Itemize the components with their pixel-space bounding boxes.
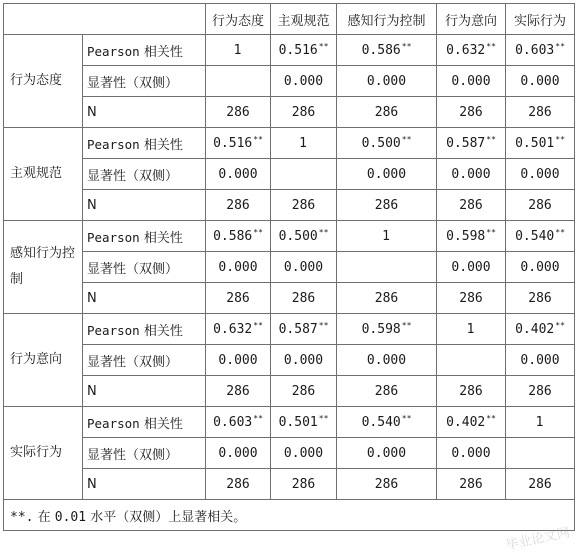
stat-label-text: 相关性: [139, 137, 183, 153]
pearson-value: 0.501: [278, 415, 318, 430]
stat-label-significance: 显著性（双侧）: [83, 252, 206, 283]
significance-value: 0.000: [437, 159, 506, 190]
pearson-value-cell: [337, 221, 437, 252]
stat-label-significance: 显著性（双侧）: [83, 438, 206, 469]
significance-value: [271, 159, 337, 190]
stat-label-n: N: [83, 376, 206, 407]
footnote-text: 水平（双侧）上显著相关。: [86, 509, 247, 525]
significance-marker: **: [401, 414, 412, 423]
table-row: [4, 190, 575, 221]
n-value: 286: [206, 469, 271, 500]
footnote: [4, 500, 575, 531]
significance-value: 0.000: [206, 438, 271, 469]
significance-marker: **: [318, 228, 329, 237]
significance-value: 0.000: [271, 252, 337, 283]
stat-label-significance: 显著性（双侧）: [83, 345, 206, 376]
pearson-value-cell: [271, 221, 337, 252]
n-value: 286: [206, 190, 271, 221]
n-value: 286: [271, 469, 337, 500]
stat-label-text: 相关性: [139, 230, 183, 246]
significance-value: 0.000: [337, 159, 437, 190]
n-value: 286: [271, 97, 337, 128]
n-value: 286: [206, 283, 271, 314]
significance-marker: **: [486, 135, 496, 144]
pearson-value: 0.632: [446, 43, 486, 58]
pearson-value: 1: [382, 229, 390, 244]
n-value: 286: [337, 376, 437, 407]
pearson-value-cell: [437, 221, 506, 252]
pearson-value: 0.586: [213, 229, 253, 244]
significance-marker: **: [486, 42, 496, 51]
pearson-value: 0.500: [361, 136, 401, 151]
stat-label-pearson: [83, 221, 206, 252]
column-header: 行为意向: [437, 4, 506, 35]
n-value: 286: [271, 190, 337, 221]
stat-label-n: N: [83, 283, 206, 314]
n-value: 286: [506, 376, 575, 407]
footnote-row: [4, 500, 575, 531]
significance-value: 0.000: [437, 66, 506, 97]
pearson-value-cell: [271, 35, 337, 66]
pearson-value-cell: [206, 221, 271, 252]
significance-marker: **: [555, 228, 565, 237]
pearson-value: 0.632: [213, 322, 253, 337]
significance-marker: **: [401, 321, 412, 330]
significance-marker: **: [253, 321, 263, 330]
significance-value: 0.000: [206, 345, 271, 376]
stat-label-pearson: [83, 128, 206, 159]
significance-marker: **: [486, 414, 496, 423]
stat-label-n: N: [83, 469, 206, 500]
pearson-value: 0.501: [515, 136, 555, 151]
significance-value: [506, 438, 575, 469]
pearson-value-cell: [271, 407, 337, 438]
n-value: 286: [337, 97, 437, 128]
stat-label-text: Pearson: [87, 415, 140, 431]
pearson-value: 0.603: [515, 43, 555, 58]
significance-value: 0.000: [271, 438, 337, 469]
stat-label-n: N: [83, 190, 206, 221]
n-value: 286: [337, 283, 437, 314]
stat-label-text: 相关性: [139, 416, 183, 432]
table-row: [4, 66, 575, 97]
header-row: [4, 4, 575, 35]
significance-marker: **: [555, 135, 565, 144]
n-value: 286: [506, 97, 575, 128]
table-row: [4, 283, 575, 314]
footnote-level: 0.01: [54, 509, 87, 525]
pearson-value: 1: [535, 415, 544, 430]
significance-value: 0.000: [337, 66, 437, 97]
corner-cell: [4, 4, 206, 35]
pearson-value: 0.587: [446, 136, 486, 151]
stat-label-text: Pearson: [87, 229, 140, 245]
significance-marker: **: [318, 42, 329, 51]
n-value: 286: [506, 283, 575, 314]
significance-marker: **: [253, 228, 263, 237]
pearson-value-cell: [437, 35, 506, 66]
significance-marker: **: [401, 42, 412, 51]
significance-value: 0.000: [206, 159, 271, 190]
n-value: 286: [437, 97, 506, 128]
pearson-value-cell: [506, 128, 575, 159]
significance-marker: **: [253, 135, 263, 144]
n-value: 286: [437, 376, 506, 407]
stat-label-pearson: [83, 314, 206, 345]
significance-value: 0.000: [337, 438, 437, 469]
pearson-value-cell: [337, 35, 437, 66]
pearson-value: 0.516: [213, 136, 253, 151]
row-variable-name: 行为意向: [4, 314, 83, 407]
pearson-value: 0.402: [515, 322, 555, 337]
pearson-value: 0.603: [213, 415, 253, 430]
row-variable-name: 行为态度: [4, 35, 83, 128]
pearson-value-cell: [206, 407, 271, 438]
n-value: 286: [271, 376, 337, 407]
significance-value: 0.000: [506, 252, 575, 283]
pearson-value-cell: [271, 128, 337, 159]
significance-value: 0.000: [337, 345, 437, 376]
column-header: 主观规范: [271, 4, 337, 35]
n-value: 286: [206, 97, 271, 128]
significance-marker: **: [318, 321, 329, 330]
pearson-value: 0.586: [361, 43, 401, 58]
significance-value: [206, 66, 271, 97]
table-row: [4, 97, 575, 128]
significance-marker: **: [318, 414, 329, 423]
significance-marker: **: [555, 42, 565, 51]
significance-value: 0.000: [506, 66, 575, 97]
n-value: 286: [206, 376, 271, 407]
row-variable-name: 主观规范: [4, 128, 83, 221]
pearson-value-cell: [337, 314, 437, 345]
table-row: [4, 438, 575, 469]
row-variable-name: 实际行为: [4, 407, 83, 500]
pearson-value: 1: [299, 136, 307, 151]
n-value: 286: [506, 190, 575, 221]
table-row: [4, 252, 575, 283]
significance-marker: **: [486, 228, 496, 237]
pearson-value: 0.540: [515, 229, 555, 244]
column-header: 行为态度: [206, 4, 271, 35]
footnote-text: 在: [33, 509, 55, 525]
stat-label-text: Pearson: [87, 136, 140, 152]
table-row: [4, 221, 575, 252]
significance-value: 0.000: [271, 345, 337, 376]
pearson-value-cell: [437, 407, 506, 438]
pearson-value-cell: [337, 128, 437, 159]
stat-label-significance: 显著性（双侧）: [83, 159, 206, 190]
row-variable-name: 感知行为控制: [4, 221, 83, 314]
column-header: 感知行为控制: [337, 4, 437, 35]
table-row: [4, 128, 575, 159]
stat-label-text: Pearson: [87, 43, 140, 59]
pearson-value: 1: [233, 43, 242, 58]
n-value: 286: [437, 190, 506, 221]
n-value: 286: [271, 283, 337, 314]
table-row: [4, 159, 575, 190]
table-row: [4, 345, 575, 376]
pearson-value-cell: [271, 314, 337, 345]
pearson-value: 0.598: [361, 322, 401, 337]
stat-label-text: 相关性: [139, 323, 183, 339]
pearson-value: 0.516: [278, 43, 318, 58]
significance-value: [337, 252, 437, 283]
pearson-value-cell: [506, 407, 575, 438]
watermark: 毕业论文网: [504, 525, 572, 554]
pearson-value: 1: [466, 322, 475, 337]
significance-value: 0.000: [437, 438, 506, 469]
pearson-value-cell: [206, 314, 271, 345]
pearson-value-cell: [506, 314, 575, 345]
pearson-value-cell: [206, 35, 271, 66]
pearson-value: 0.402: [446, 415, 486, 430]
stat-label-pearson: [83, 407, 206, 438]
pearson-value-cell: [437, 128, 506, 159]
pearson-value-cell: [506, 35, 575, 66]
pearson-value-cell: [206, 128, 271, 159]
table-body: [4, 35, 575, 500]
pearson-value-cell: [437, 314, 506, 345]
table-row: [4, 314, 575, 345]
stat-label-significance: 显著性（双侧）: [83, 66, 206, 97]
pearson-value: 0.587: [278, 322, 318, 337]
significance-value: 0.000: [506, 345, 575, 376]
pearson-value: 0.500: [278, 229, 318, 244]
stat-label-n: N: [83, 97, 206, 128]
n-value: 286: [437, 283, 506, 314]
significance-value: 0.000: [437, 252, 506, 283]
significance-value: 0.000: [271, 66, 337, 97]
significance-marker: **: [401, 135, 412, 144]
pearson-value-cell: [337, 407, 437, 438]
pearson-value-cell: [506, 221, 575, 252]
stat-label-text: Pearson: [87, 322, 140, 338]
pearson-value: 0.598: [446, 229, 486, 244]
table-row: [4, 376, 575, 407]
significance-value: 0.000: [506, 159, 575, 190]
table-row: [4, 407, 575, 438]
n-value: 286: [337, 190, 437, 221]
correlation-table: [3, 3, 575, 531]
stat-label-text: 相关性: [139, 44, 183, 60]
significance-value: 0.000: [206, 252, 271, 283]
pearson-value: 0.540: [361, 415, 401, 430]
significance-marker: **: [555, 321, 565, 330]
n-value: 286: [337, 469, 437, 500]
significance-value: [437, 345, 506, 376]
significance-marker: **: [253, 414, 263, 423]
table-row: [4, 469, 575, 500]
column-header: 实际行为: [506, 4, 575, 35]
table-row: [4, 35, 575, 66]
stat-label-pearson: [83, 35, 206, 66]
n-value: 286: [506, 469, 575, 500]
n-value: 286: [437, 469, 506, 500]
footnote-marker: **.: [10, 509, 34, 525]
